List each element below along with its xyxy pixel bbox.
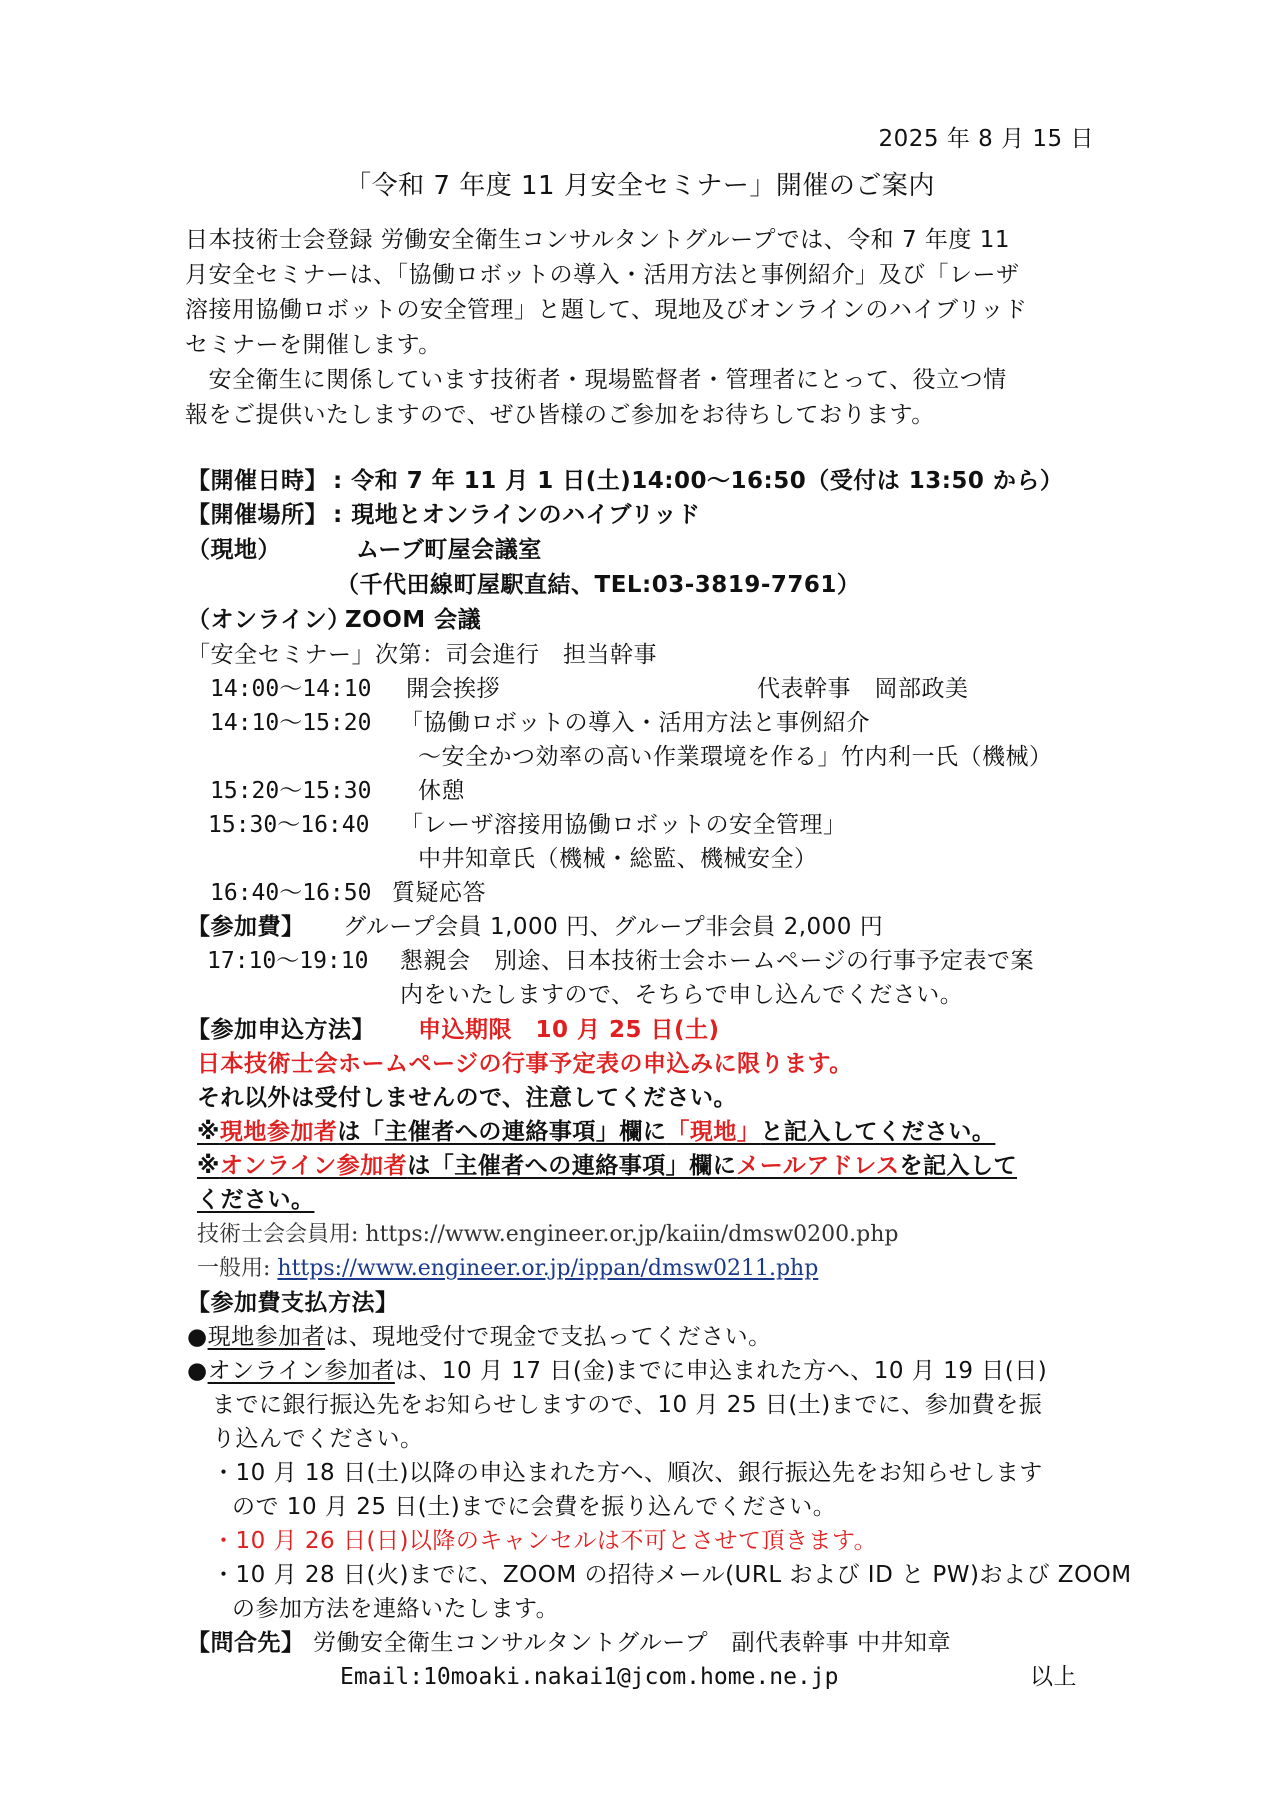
online-value: ZOOM 会議 (345, 607, 482, 633)
application-warning: それ以外は受付しませんので、注意してください。 (197, 1085, 738, 1111)
payment-onsite-term: 現地参加者 (207, 1324, 326, 1350)
application-deadline: 申込期限 10 月 25 日(土) (418, 1017, 720, 1043)
online-label: （オンライン） (187, 607, 351, 633)
payment-online-text: は、10 月 17 日(金)までに申込まれた方へ、10 月 19 日(日) (394, 1358, 1048, 1384)
payment-sub-item: ・10 月 28 日(火)までに、ZOOM の招待メール(URL および ID と PW)および ZOOM (212, 1562, 1132, 1588)
member-url[interactable]: https://www.engineer.or.jp/kaiin/dmsw0200.php (365, 1222, 899, 1247)
intro-line: 溶接用協働ロボットの安全管理」と題して、現地及びオンラインのハイブリッド (185, 297, 1028, 323)
party-text: 内をいたしますので、そちらで申し込んでください。 (400, 982, 964, 1008)
note-text: は「主催者への連絡事項」欄に (337, 1119, 667, 1145)
payment-online-cont: り込んでください。 (212, 1426, 424, 1452)
note-prefix: ※ (197, 1153, 220, 1179)
general-url-link[interactable]: https://www.engineer.or.jp/ippan/dmsw0211.php (277, 1256, 819, 1281)
intro-line: 報をご提供いたしますので、ぜひ皆様のご参加をお待ちしております。 (185, 402, 935, 428)
program-heading: 「安全セミナー」次第：司会進行 担当幹事 (187, 642, 657, 668)
datetime-label: 【開催日時】 (187, 468, 328, 494)
note-text: は「主催者への連絡事項」欄に (407, 1153, 737, 1179)
member-link-label: 技術士会会員用: (197, 1222, 366, 1247)
general-link-row (197, 1254, 818, 1284)
intro-line: 月安全セミナーは、「協働ロボットの導入・活用方法と事例紹介」及び「レーザ (185, 262, 1020, 288)
payment-onsite (187, 1322, 772, 1352)
document-date: 2025 年 8 月 15 日 (878, 126, 1094, 152)
bullet-icon: ● (187, 1358, 208, 1384)
payment-online-term: オンライン参加者 (207, 1358, 395, 1384)
program-item: 休憩 (418, 778, 465, 804)
program-item: 「協働ロボットの導入・活用方法と事例紹介 (400, 710, 870, 736)
program-time: 15:20～15:30 (210, 778, 372, 804)
party-text: 懇親会 別途、日本技術士会ホームページの行事予定表で案 (400, 948, 1035, 974)
payment-online-cont: までに銀行振込先をお知らせしますので、10 月 25 日(土)までに、参加費を振 (212, 1392, 1043, 1418)
application-label: 【参加申込方法】 (187, 1017, 375, 1043)
contact-value: 労働安全衛生コンサルタントグループ 副代表幹事 中井知章 (313, 1630, 951, 1656)
program-time: 16:40～16:50 (210, 880, 372, 906)
payment-sub-item-cont: ので 10 月 25 日(土)までに会費を振り込んでください。 (232, 1494, 837, 1520)
note-prefix: ※ (197, 1119, 220, 1145)
intro-line: セミナーを開催します。 (185, 332, 442, 358)
program-item-sub: 中井知章氏（機械・総監、機械安全） (418, 846, 818, 872)
datetime-value: : 令和 7 年 11 月 1 日(土)14:00～16:50（受付は 13:50 から） (333, 468, 1064, 494)
program-time: 15:30～16:40 (208, 812, 370, 838)
program-item: 質疑応答 (392, 880, 486, 906)
payment-online (187, 1356, 1047, 1386)
note-text: を記入して (899, 1153, 1018, 1179)
payment-onsite-text: は、現地受付で現金で支払ってください。 (325, 1324, 772, 1350)
onsite-label: （現地） (187, 537, 281, 563)
intro-line: 安全衛生に関係しています技術者・現場監督者・管理者にとって、役立つ情 (185, 367, 1007, 393)
payment-label: 【参加費支払方法】 (187, 1290, 399, 1316)
program-speaker: 代表幹事 岡部政美 (757, 676, 969, 702)
fee-value: グループ会員 1,000 円、グループ非会員 2,000 円 (343, 914, 884, 940)
payment-sub-item: ・10 月 18 日(土)以降の申込まれた方へ、順次、銀行振込先をお知らせします (212, 1460, 1043, 1486)
general-link-label: 一般用: (197, 1256, 278, 1281)
program-item-sub: ～安全かつ効率の高い作業環境を作る」竹内利一氏（機械） (418, 744, 1053, 770)
venue-value: : 現地とオンラインのハイブリッド (333, 502, 701, 528)
onsite-access: （千代田線町屋駅直結、TEL:03-3819-7761） (336, 572, 861, 598)
party-time: 17:10～19:10 (207, 948, 369, 974)
member-link-row (197, 1220, 899, 1250)
contact-email[interactable]: Email:10moaki.nakai1@jcom.home.ne.jp (340, 1664, 839, 1690)
application-note-online-cont: ください。 (197, 1187, 315, 1213)
fee-label: 【参加費】 (187, 914, 305, 940)
venue-label: 【開催場所】 (187, 502, 328, 528)
program-item: 開会挨拶 (406, 676, 500, 702)
program-item: 「レーザ溶接用協働ロボットの安全管理」 (400, 812, 847, 838)
onsite-venue: ムーブ町屋会議室 (356, 537, 542, 563)
application-rule: 日本技術士会ホームページの行事予定表の申込みに限ります。 (197, 1051, 853, 1077)
note-text: と記入してください。 (760, 1119, 996, 1145)
program-time: 14:10～15:20 (210, 710, 372, 736)
application-note-onsite (197, 1117, 995, 1147)
application-note-online (197, 1151, 1017, 1181)
closing-text: 以上 (1030, 1664, 1077, 1690)
program-time: 14:00～14:10 (210, 676, 372, 702)
bullet-icon: ● (187, 1324, 208, 1350)
cancellation-notice: ・10 月 26 日(日)以降のキャンセルは不可とさせて頂きます。 (212, 1528, 878, 1554)
note-highlight: オンライン参加者 (219, 1153, 408, 1179)
document-title: 「令和 7 年度 11 月安全セミナー」開催のご案内 (345, 171, 935, 201)
note-highlight: 現地参加者 (219, 1119, 338, 1145)
note-highlight: 「現地」 (666, 1119, 761, 1145)
contact-label: 【問合先】 (187, 1630, 305, 1656)
payment-sub-item-cont: の参加方法を連絡いたします。 (232, 1596, 560, 1622)
note-highlight: メールアドレス (736, 1153, 900, 1179)
intro-line: 日本技術士会登録 労働安全衛生コンサルタントグループでは、令和 7 年度 11 (185, 227, 1010, 253)
